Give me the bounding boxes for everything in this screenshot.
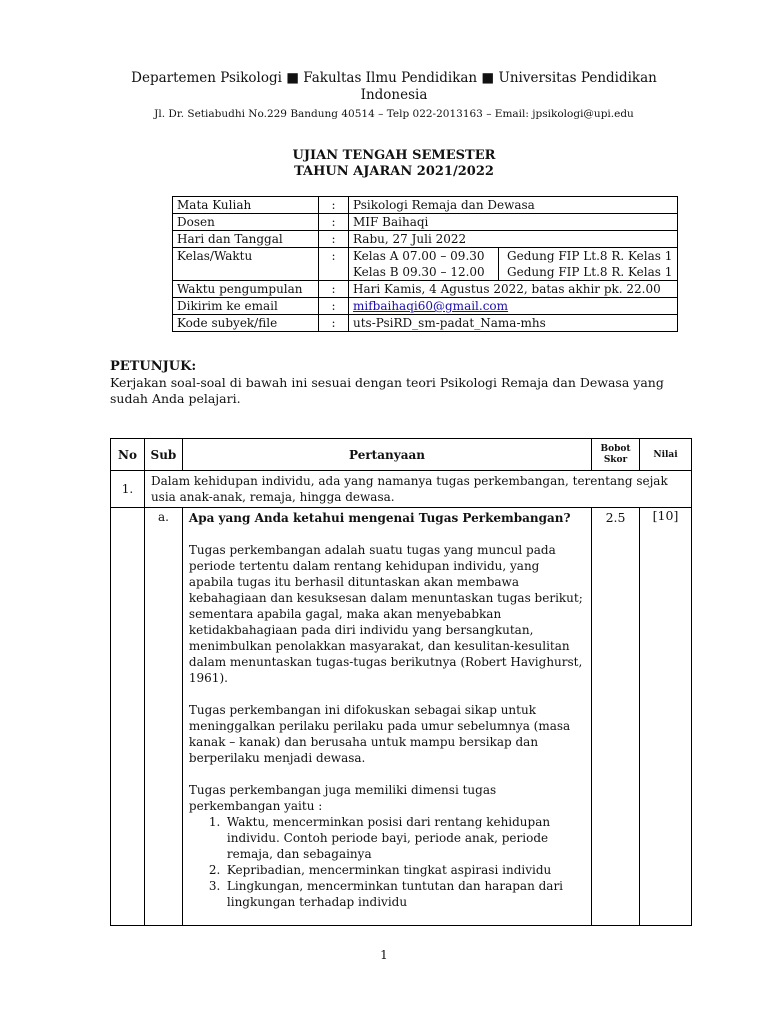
dimension-list <box>189 814 585 910</box>
info-label: Mata Kuliah <box>173 197 319 214</box>
answer-paragraph-1: Tugas perkembangan adalah suatu tugas yang muncul pada periode tertentu dalam rentang kehidupan individu, yang apabila tugas itu berhasil dituntaskan akan membawa kebahagiaan dan kesuksesan dalam menuntaskan tugas berikut; sementara apabila gagal, maka akan menyebabkan ketidakbahagiaan pada diri individu yang bersangkutan, menimbulkan penolakkan masyarakat, dan kesulitan-kesulitan dalam menuntaskan tugas-tugas berikutnya (Robert Havighurst, 1961). <box>188 543 583 685</box>
header-no: No <box>111 439 145 471</box>
kelas-a-row <box>353 248 673 264</box>
info-colon: : <box>319 248 349 281</box>
list-item <box>209 878 585 910</box>
exam-title-line2: TAHUN AJARAN 2021/2022 <box>294 164 494 179</box>
list-item <box>209 814 585 862</box>
answer-paragraph-2: Tugas perkembangan ini difokuskan sebagai sikap untuk meninggalkan perilaku perilaku pada umur sebelumnya (masa kanak – kanak) dan berusaha untuk mampu bersikap dan berperilaku menjadi dewasa. <box>188 703 571 765</box>
info-value: uts-PsiRD_sm-padat_Nama-mhs <box>349 315 678 332</box>
instructions-text: Kerjakan soal-soal di bawah ini sesuai dengan teori Psikologi Remaja dan Dewasa yang sudah Anda pelajari. <box>110 375 664 406</box>
list-number: 3. <box>208 879 221 893</box>
question-1-row <box>111 471 692 508</box>
sub-question-title: Apa yang Anda ketahui mengenai Tugas Perkembangan? <box>188 511 571 525</box>
info-row <box>173 197 678 214</box>
question-intro: Dalam kehidupan individu, ada yang namanya tugas perkembangan, terentang sejak usia anak-anak, remaja, hingga dewasa. <box>144 471 691 508</box>
email-link[interactable]: mifbaihaqi60@gmail.com <box>353 299 509 313</box>
kelas-b-time: Kelas B 09.30 – 12.00 <box>353 264 499 280</box>
header-sub: Sub <box>144 439 182 471</box>
list-text: Kepribadian, mencerminkan tingkat aspirasi individu <box>226 863 552 877</box>
question-table <box>110 438 692 926</box>
info-colon: : <box>319 298 349 315</box>
list-number: 1. <box>208 815 221 829</box>
question-number: 1. <box>111 471 145 508</box>
info-label: Kode subyek/file <box>173 315 319 332</box>
info-colon: : <box>319 197 349 214</box>
info-label: Dosen <box>173 214 319 231</box>
exam-title-line1: UJIAN TENGAH SEMESTER <box>292 148 496 163</box>
sub-label: a. <box>144 508 182 926</box>
kelas-a-time: Kelas A 07.00 – 09.30 <box>353 248 499 264</box>
info-label: Waktu pengumpulan <box>173 281 319 298</box>
empty-no-cell <box>111 508 145 926</box>
bobot-score: 2.5 <box>592 508 640 926</box>
address-line: Jl. Dr. Setiabudhi No.229 Bandung 40514 – Telp 022-2013163 – Email: jpsikologi@upi.edu <box>154 108 634 120</box>
info-label: Hari dan Tanggal <box>173 231 319 248</box>
info-colon: : <box>319 281 349 298</box>
answer-paragraph-3: Tugas perkembangan juga memiliki dimensi tugas perkembangan yaitu : <box>188 783 497 813</box>
sub-question-a-row <box>111 508 692 926</box>
info-row <box>173 315 678 332</box>
info-row <box>173 231 678 248</box>
kelas-a-room: Gedung FIP Lt.8 R. Kelas 1 <box>507 249 673 263</box>
department-line: Departemen Psikologi ■ Fakultas Ilmu Pendidikan ■ Universitas Pendidikan Indonesia <box>131 70 657 103</box>
info-value: Rabu, 27 Juli 2022 <box>349 231 678 248</box>
info-value: Hari Kamis, 4 Agustus 2022, batas akhir pk. 22.00 <box>349 281 678 298</box>
info-row <box>173 298 678 315</box>
info-value: MIF Baihaqi <box>349 214 678 231</box>
nilai-score: [10] <box>640 508 692 926</box>
course-info-table <box>172 196 678 332</box>
instructions <box>110 359 680 407</box>
info-row <box>173 214 678 231</box>
info-value <box>349 298 678 315</box>
header-bobot: Bobot Skor <box>592 439 640 471</box>
page-number: 1 <box>380 948 388 962</box>
kelas-b-room: Gedung FIP Lt.8 R. Kelas 1 <box>507 265 673 279</box>
header-pertanyaan: Pertanyaan <box>182 439 591 471</box>
info-value: Psikologi Remaja dan Dewasa <box>349 197 678 214</box>
list-item <box>209 862 585 878</box>
instructions-heading: PETUNJUK: <box>110 359 197 374</box>
info-colon: : <box>319 315 349 332</box>
info-row <box>173 248 678 281</box>
list-text: Lingkungan, mencerminkan tuntutan dan harapan dari lingkungan terhadap individu <box>226 879 564 909</box>
info-colon: : <box>319 231 349 248</box>
letterhead <box>110 70 678 121</box>
kelas-b-row <box>353 264 673 280</box>
answer-cell <box>182 508 591 926</box>
info-value-kelas <box>349 248 678 281</box>
info-label: Dikirim ke email <box>173 298 319 315</box>
list-text: Waktu, mencerminkan posisi dari rentang kehidupan individu. Contoh periode bayi, periode anak, periode remaja, dan sebagainya <box>226 815 551 861</box>
info-label: Kelas/Waktu <box>173 248 319 281</box>
info-colon: : <box>319 214 349 231</box>
list-number: 2. <box>208 863 221 877</box>
question-table-header <box>111 439 692 471</box>
info-row <box>173 281 678 298</box>
header-nilai: Nilai <box>640 439 692 471</box>
exam-title <box>110 148 678 180</box>
